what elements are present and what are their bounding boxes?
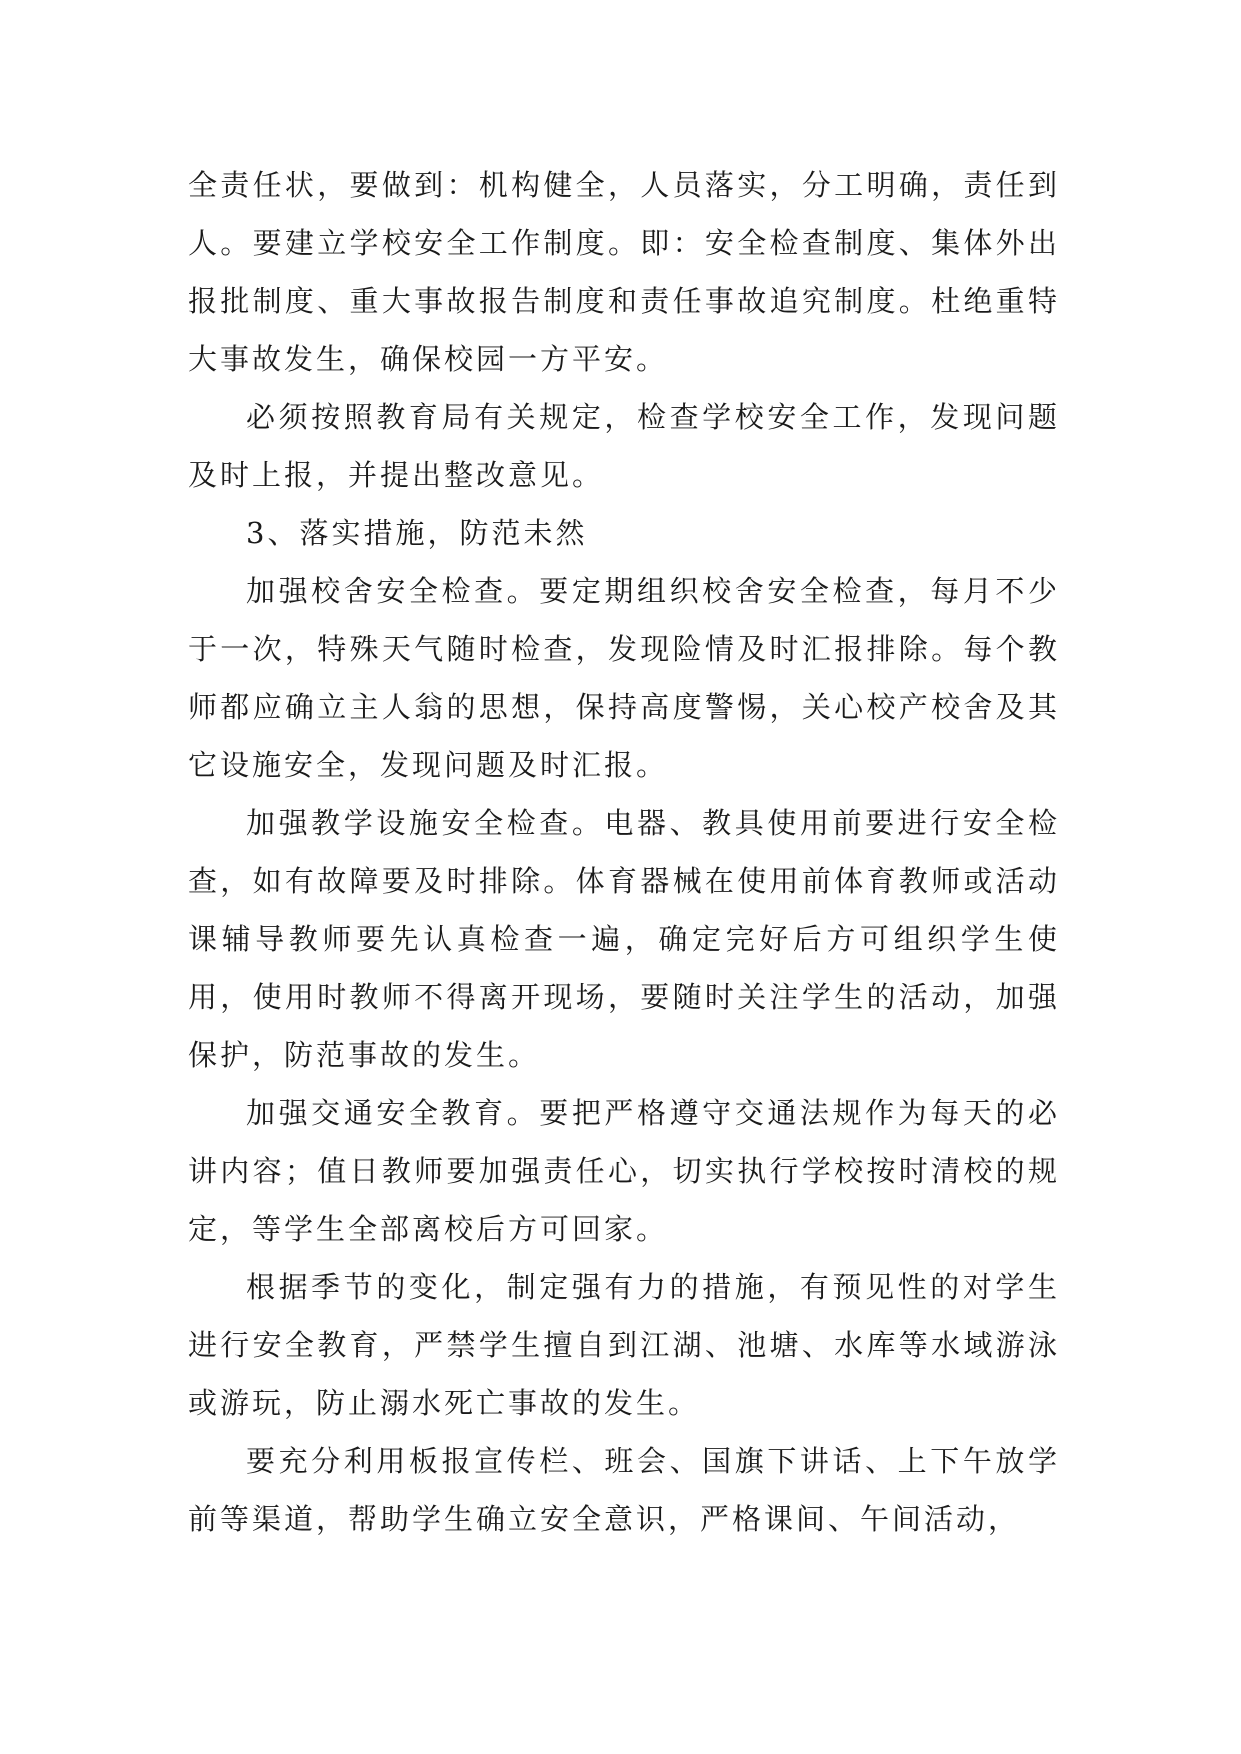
paragraph-1: 全责任状，要做到：机构健全，人员落实，分工明确，责任到人。要建立学校安全工作制度。即：安全检查制度、集体外出报批制度、重大事故报告制度和责任事故追究制度。杜绝重特大事故发生，确保校园一方平安。 <box>188 168 1060 376</box>
paragraph-4: 加强教学设施安全检查。电器、教具使用前要进行安全检查，如有故障要及时排除。体育器械在使用前体育教师或活动课辅导教师要先认真检查一遍，确定完好后方可组织学生使用，使用时教师不得离开现场，要随时关注学生的活动，加强保护，防范事故的发生。 <box>188 806 1060 1072</box>
paragraph-7: 要充分利用板报宣传栏、班会、国旗下讲话、上下午放学前等渠道，帮助学生确立安全意识，严格课间、午间活动， <box>188 1444 1060 1536</box>
section-heading: 3、落实措施，防范未然 <box>246 516 588 550</box>
paragraph-5: 加强交通安全教育。要把严格遵守交通法规作为每天的必讲内容；值日教师要加强责任心，切实执行学校按时清校的规定，等学生全部离校后方可回家。 <box>188 1096 1060 1246</box>
paragraph-6: 根据季节的变化，制定强有力的措施，有预见性的对学生进行安全教育，严禁学生擅自到江湖、池塘、水库等水域游泳或游玩，防止溺水死亡事故的发生。 <box>188 1270 1060 1420</box>
paragraph-3: 加强校舍安全检查。要定期组织校舍安全检查，每月不少于一次，特殊天气随时检查，发现险情及时汇报排除。每个教师都应确立主人翁的思想，保持高度警惕，关心校产校舍及其它设施安全，发现问题及时汇报。 <box>188 574 1060 782</box>
document-body <box>188 156 1060 1548</box>
paragraph-2: 必须按照教育局有关规定，检查学校安全工作，发现问题及时上报，并提出整改意见。 <box>188 400 1060 492</box>
